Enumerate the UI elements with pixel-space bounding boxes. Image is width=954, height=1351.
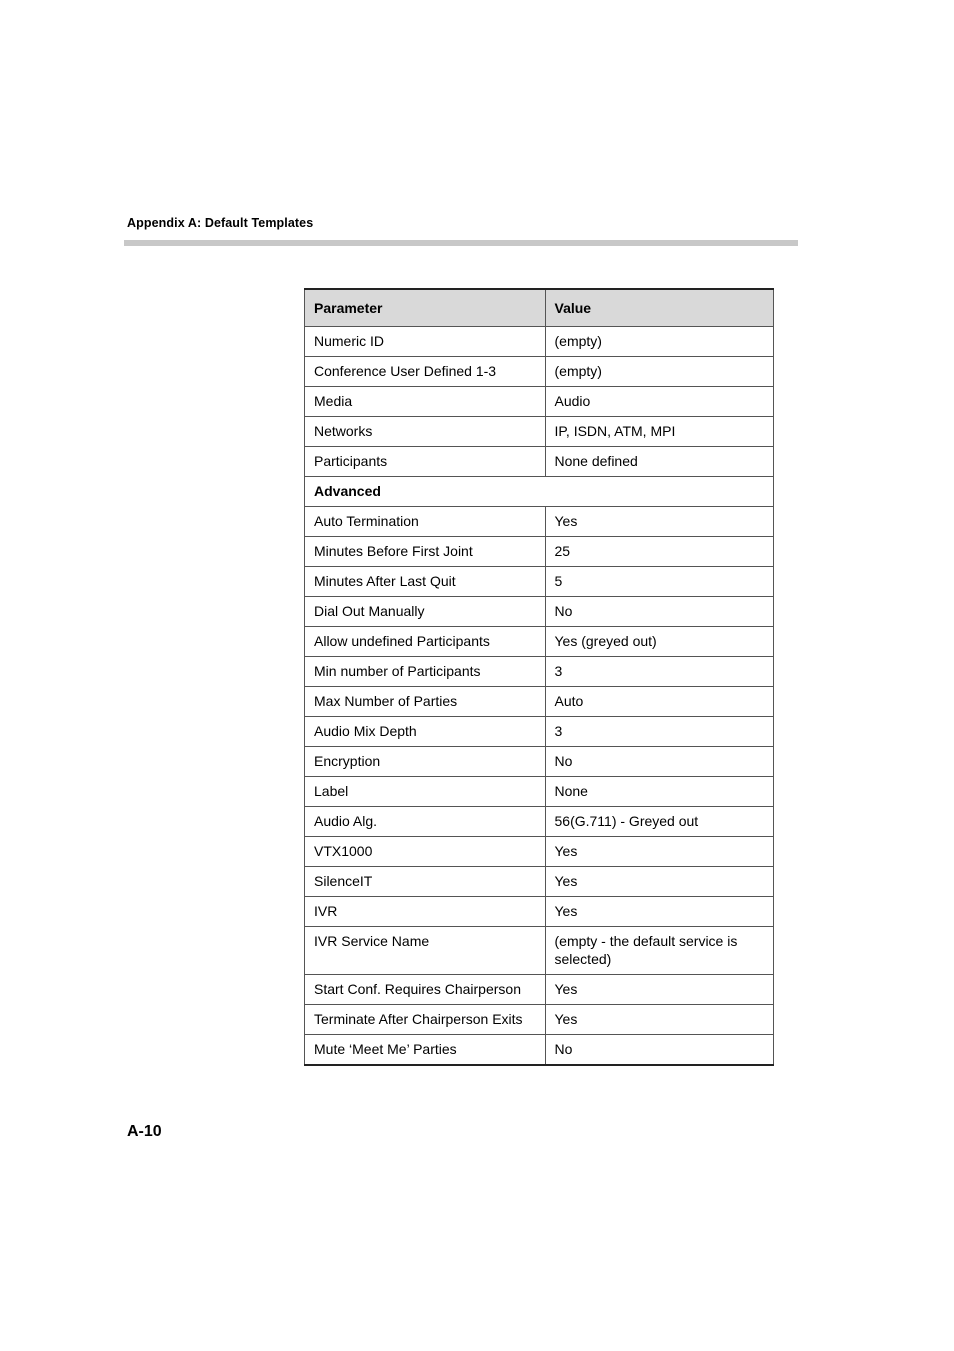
value-cell: 56(G.711) - Greyed out	[545, 807, 774, 837]
parameter-cell: Allow undefined Participants	[305, 627, 546, 657]
value-cell: Yes	[545, 975, 774, 1005]
value-cell: Yes	[545, 837, 774, 867]
value-cell: None	[545, 777, 774, 807]
value-cell: Yes	[545, 867, 774, 897]
table-row	[305, 777, 774, 807]
value-cell: Yes	[545, 897, 774, 927]
parameter-cell: Max Number of Parties	[305, 687, 546, 717]
value-cell: (empty)	[545, 327, 774, 357]
value-cell: 3	[545, 717, 774, 747]
parameter-cell: Conference User Defined 1-3	[305, 357, 546, 387]
parameter-cell: Audio Mix Depth	[305, 717, 546, 747]
value-cell: Yes	[545, 507, 774, 537]
parameter-cell: Audio Alg.	[305, 807, 546, 837]
parameter-table	[304, 288, 774, 1066]
value-cell: No	[545, 1035, 774, 1065]
value-cell: None defined	[545, 447, 774, 477]
value-cell: IP, ISDN, ATM, MPI	[545, 417, 774, 447]
table-row	[305, 357, 774, 387]
value-cell: Yes	[545, 1005, 774, 1035]
table-row	[305, 807, 774, 837]
section-heading: Advanced	[305, 477, 774, 507]
parameter-cell: Media	[305, 387, 546, 417]
parameter-cell: Participants	[305, 447, 546, 477]
table-row	[305, 537, 774, 567]
table-row	[305, 837, 774, 867]
table-row	[305, 387, 774, 417]
value-cell: 25	[545, 537, 774, 567]
parameter-cell: Mute ‘Meet Me’ Parties	[305, 1035, 546, 1065]
value-cell: Yes (greyed out)	[545, 627, 774, 657]
value-cell: 5	[545, 567, 774, 597]
table-row	[305, 627, 774, 657]
column-header-parameter: Parameter	[305, 289, 546, 327]
parameter-cell: SilenceIT	[305, 867, 546, 897]
table-row	[305, 975, 774, 1005]
value-cell: (empty - the default service is selected)	[545, 927, 774, 975]
parameter-cell: Networks	[305, 417, 546, 447]
parameter-cell: Encryption	[305, 747, 546, 777]
table-body	[305, 327, 774, 1065]
table-row	[305, 567, 774, 597]
parameter-cell: IVR Service Name	[305, 927, 546, 975]
table-header-row	[305, 289, 774, 327]
table-row	[305, 927, 774, 975]
table-row	[305, 507, 774, 537]
table-row	[305, 717, 774, 747]
running-header: Appendix A: Default Templates	[127, 216, 314, 230]
parameter-cell: Numeric ID	[305, 327, 546, 357]
parameter-cell: Min number of Participants	[305, 657, 546, 687]
value-cell: 3	[545, 657, 774, 687]
table-row	[305, 897, 774, 927]
parameter-cell: Label	[305, 777, 546, 807]
page-number: A-10	[127, 1123, 162, 1140]
value-cell: (empty)	[545, 357, 774, 387]
parameter-cell: Dial Out Manually	[305, 597, 546, 627]
value-cell: Audio	[545, 387, 774, 417]
parameter-cell: Minutes After Last Quit	[305, 567, 546, 597]
parameter-cell: Terminate After Chairperson Exits	[305, 1005, 546, 1035]
header-rule	[124, 240, 798, 246]
table-row	[305, 657, 774, 687]
table-row	[305, 417, 774, 447]
table-row	[305, 327, 774, 357]
table-row	[305, 687, 774, 717]
value-cell: No	[545, 747, 774, 777]
parameter-cell: Auto Termination	[305, 507, 546, 537]
table-section-row	[305, 477, 774, 507]
table-row	[305, 867, 774, 897]
table-row	[305, 1035, 774, 1065]
value-cell: No	[545, 597, 774, 627]
parameter-cell: IVR	[305, 897, 546, 927]
parameter-cell: VTX1000	[305, 837, 546, 867]
table-row	[305, 747, 774, 777]
value-cell: Auto	[545, 687, 774, 717]
parameter-cell: Minutes Before First Joint	[305, 537, 546, 567]
table-row	[305, 597, 774, 627]
table-row	[305, 1005, 774, 1035]
parameter-cell: Start Conf. Requires Chairperson	[305, 975, 546, 1005]
column-header-value: Value	[545, 289, 774, 327]
table-row	[305, 447, 774, 477]
